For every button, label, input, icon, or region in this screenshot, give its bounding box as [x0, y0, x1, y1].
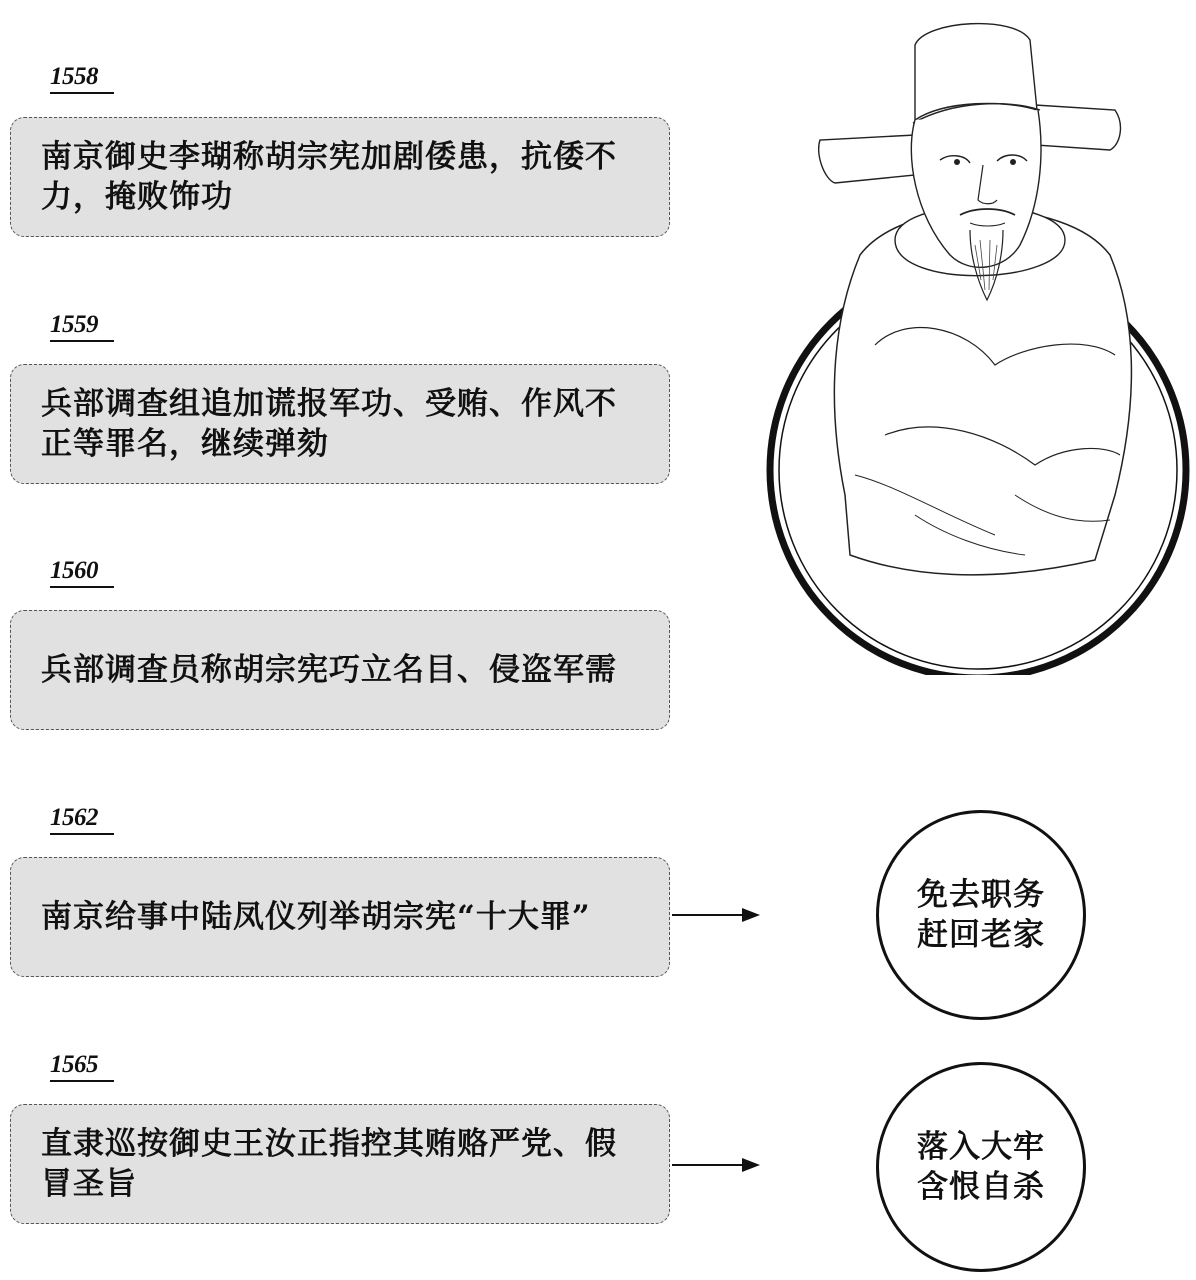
year-label: 1559	[50, 310, 114, 342]
event-text: 直隶巡按御史王汝正指控其贿赂严党、假冒圣旨	[41, 1126, 617, 1202]
year-label: 1558	[50, 62, 114, 94]
event-text: 南京御史李瑚称胡宗宪加剧倭患，抗倭不力，掩败饰功	[41, 139, 617, 215]
event-box	[10, 117, 670, 237]
outcome-line: 免去职务	[917, 877, 1045, 913]
event-text: 兵部调查员称胡宗宪巧立名目、侵盗军需	[41, 652, 617, 688]
outcome-line: 含恨自杀	[917, 1169, 1045, 1205]
event-box	[10, 857, 670, 977]
right-arrow-icon	[672, 905, 762, 925]
event-text: 兵部调查组追加谎报军功、受贿、作风不正等罪名，继续弹劾	[41, 386, 617, 462]
event-box	[10, 1104, 670, 1224]
event-box	[10, 364, 670, 484]
official-portrait-illustration	[765, 15, 1190, 675]
outcome-circle	[876, 810, 1086, 1020]
year-label: 1562	[50, 803, 114, 835]
event-text: 南京给事中陆凤仪列举胡宗宪“十大罪”	[41, 899, 591, 935]
year-label: 1560	[50, 556, 114, 588]
year-label: 1565	[50, 1050, 114, 1082]
outcome-line: 落入大牢	[917, 1129, 1045, 1165]
outcome-line: 赶回老家	[917, 917, 1045, 953]
right-arrow-icon	[672, 1155, 762, 1175]
outcome-circle	[876, 1062, 1086, 1272]
event-box	[10, 610, 670, 730]
